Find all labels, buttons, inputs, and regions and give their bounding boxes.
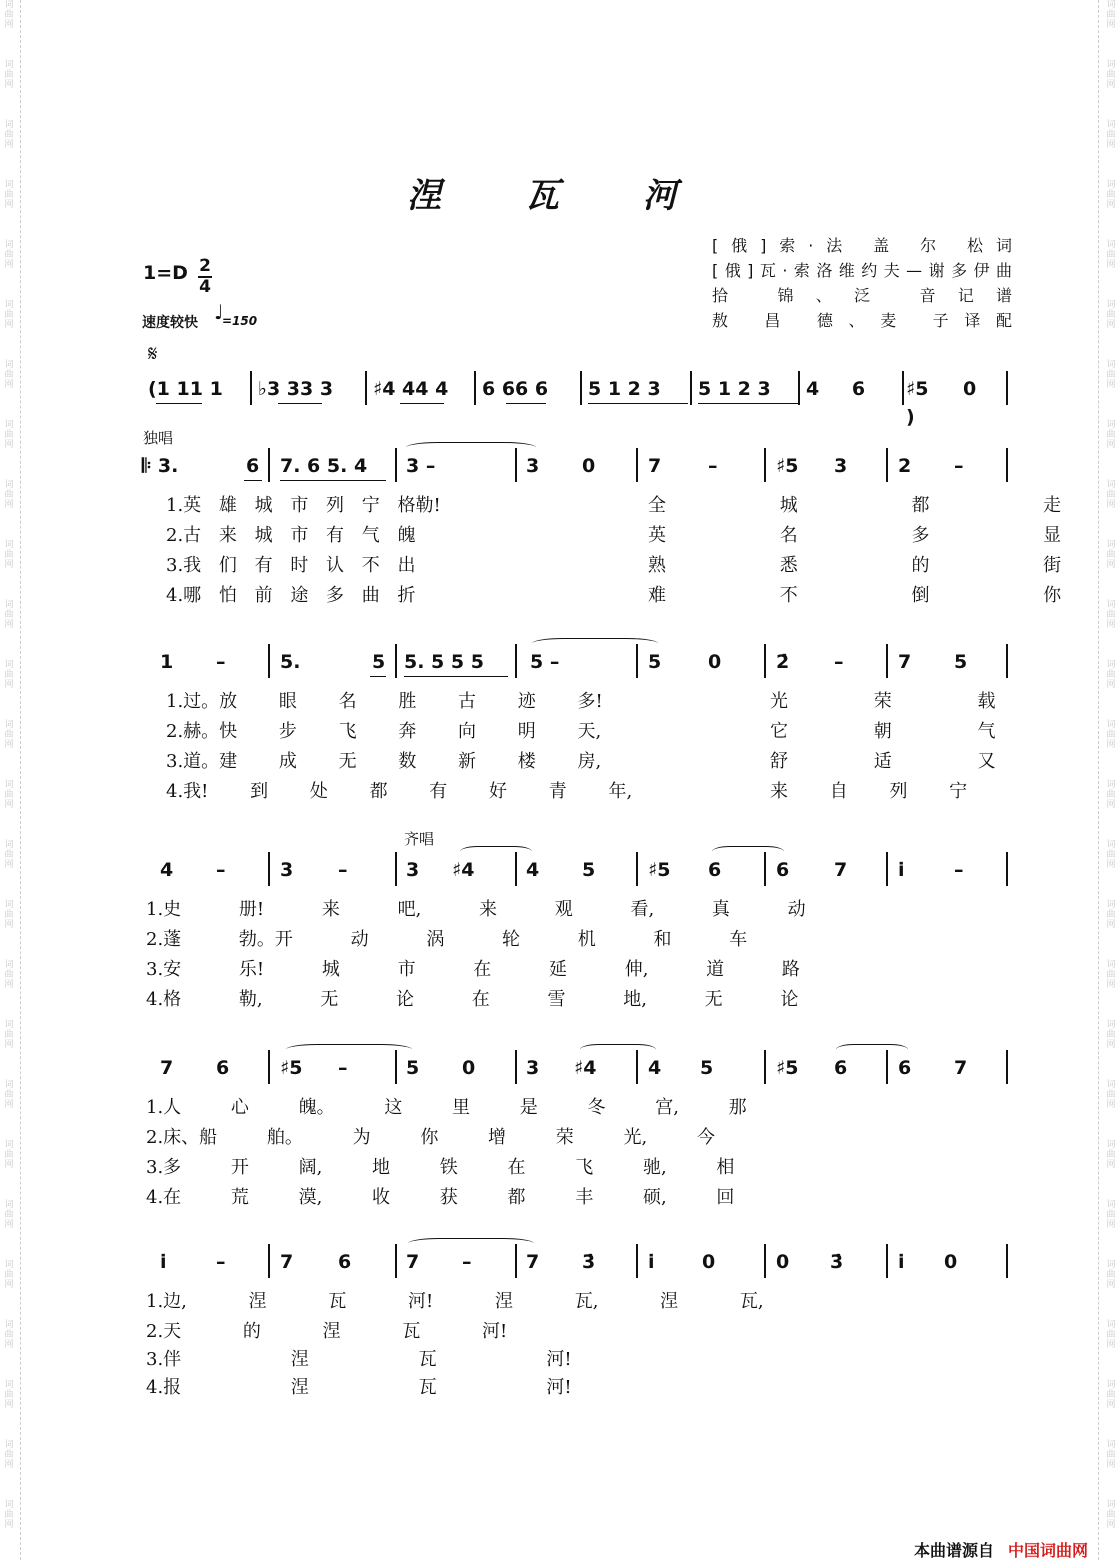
lyric-1-3: 2.古 来 城 市 有 气 魄 [166,525,416,546]
watermark-text: 词曲网 [4,1320,14,1350]
lyric-3-2: 2.蓬 勃。开 动 涡 轮 机 和 车 [146,929,748,950]
solo-label: 独唱 [143,429,174,447]
watermark-text: 词曲网 [1106,180,1116,210]
lyric-4-4: 4.在 荒 漠, 收 获 都 丰 硕, 回 [146,1187,735,1208]
watermark-text: 词曲网 [4,420,14,450]
lyric-1-7: 4.哪 怕 前 途 多 曲 折 [166,585,416,606]
credits [712,233,1012,333]
watermark-text: 词曲网 [4,540,14,570]
intro-row [140,375,1010,428]
key-signature: 1=D [143,262,188,284]
lyric-1-4: 英 名 多 显 [648,525,1062,546]
watermark-text: 词曲网 [4,660,14,690]
melody-row-1: 𝄆 3. 6 7. 6 5. 4 3 – 3 0 7 – ♯5 3 2 – [140,452,1010,488]
watermark-text: 词曲网 [4,840,14,870]
watermark-text: 词曲网 [4,1380,14,1410]
lyric-1-1: 1.英 雄 城 市 列 宁 格勒! [166,495,441,516]
lyric-4-3: 3.多 开 阔, 地 铁 在 飞 驰, 相 [146,1157,735,1178]
quarter-note-icon: ♩ [214,300,224,324]
watermark-text: 词曲网 [1106,1500,1116,1530]
intro-bar-5: 5 1 2 3 [588,378,661,400]
lyric-3-4: 4.格 勒, 无 论 在 雪 地, 无 论 [146,989,799,1010]
lyric-2-3: 2.赫。快 步 飞 奔 向 明 天, [166,721,602,742]
intro-bar-8: ♯5 0 ) [906,378,977,428]
credit-transcriber: 拾 锦、泛 音记谱 [712,286,1012,305]
watermark-text: 词曲网 [1106,360,1116,390]
time-top: 2 [199,256,211,276]
watermark-text: 词曲网 [1106,720,1116,750]
chorus-label: 齐唱 [404,830,435,848]
watermark-text: 词曲网 [1106,1140,1116,1170]
watermark-text: 词曲网 [4,60,14,90]
watermark-text: 词曲网 [1106,900,1116,930]
watermark-text: 词曲网 [4,300,14,330]
song-title: 涅 瓦 河 [407,176,713,216]
watermark-text: 词曲网 [4,1440,14,1470]
intro-bar-4: 6 66 6 [482,378,549,400]
watermark-text: 词曲网 [4,240,14,270]
watermark-text: 词曲网 [4,720,14,750]
segno-icon: 𝄋 [148,342,158,367]
lyric-4-2: 2.床、船 舶。 为 你 增 荣 光, 今 [146,1127,715,1148]
watermark-text: 词曲网 [1106,1320,1116,1350]
lyric-2-4: 它 朝 气 [770,721,996,742]
lyric-3-1: 1.史 册! 来 吧, 来 观 看, 真 动 [146,899,806,920]
lyric-5-1: 1.边, 涅 瓦 河! 涅 瓦, 涅 瓦, [146,1291,764,1312]
intro-bar-1: (1 11 1 [148,378,223,400]
intro-bar-7: 4 6 [806,378,866,400]
watermark-text: 词曲网 [1106,780,1116,810]
watermark-text: 词曲网 [4,0,14,30]
watermark-text: 词曲网 [1106,0,1116,30]
lyric-3-3: 3.安 乐! 城 市 在 延 伸, 道 路 [146,959,800,980]
watermark-text: 词曲网 [1106,60,1116,90]
watermark-text: 词曲网 [1106,1200,1116,1230]
footer-source [914,1538,1088,1561]
lyric-1-8: 难 不 倒 你 [648,585,1062,606]
footer-source-text: 本曲谱源自 [913,1541,994,1560]
credit-composer: [俄]瓦·索洛维约夫—谢多伊曲 [712,261,1012,280]
melody-row-5: i̇ – 7 6 7 – 7 3̇ i̇ 0 0 3̇ i̇ 0 [140,1248,1010,1284]
left-edge [20,0,22,1560]
lyric-2-1: 1.过。放 眼 名 胜 古 迹 多! [166,691,603,712]
watermark-text: 词曲网 [1106,660,1116,690]
lyric-2-2: 光 荣 载 [770,691,996,712]
watermark-text: 词曲网 [4,1260,14,1290]
footer-site-link[interactable]: 中国词曲网 [1007,1541,1088,1560]
watermark-text: 词曲网 [4,1200,14,1230]
watermark-text: 词曲网 [1106,480,1116,510]
watermark-text: 词曲网 [4,900,14,930]
watermark-text: 词曲网 [4,960,14,990]
lyric-4-1: 1.人 心 魄。 这 里 是 冬 宫, 那 [146,1097,747,1118]
watermark-text: 词曲网 [1106,1440,1116,1470]
lyric-2-8: 来 自 列 宁 [770,781,968,802]
tempo-value: =150 [222,314,258,328]
watermark-text: 词曲网 [1106,420,1116,450]
right-edge [1098,0,1100,1560]
watermark-right [1104,0,1118,1560]
watermark-text: 词曲网 [4,1020,14,1050]
watermark-text: 词曲网 [1106,540,1116,570]
watermark-text: 词曲网 [1106,1260,1116,1290]
watermark-text: 词曲网 [4,1080,14,1110]
time-bottom: 4 [199,277,211,297]
melody-row-4: 7 6 ♯5 – 5 0 3 ♯4 4 5 ♯5 6 6 7 [140,1054,1010,1090]
watermark-text: 词曲网 [1106,1080,1116,1110]
lyric-1-2: 全 城 都 走 [648,495,1062,516]
intro-bar-3: ♯4 44 4 [373,378,449,400]
melody-row-2: 1 – 5. 5 5. 5 5 5 5 – 5 0 2̇ – 7 5 [140,648,1010,684]
lyric-5-4: 4.报 涅 瓦 河! [146,1377,572,1398]
lyric-2-5: 3.道。建 成 无 数 新 楼 房, [166,751,602,772]
watermark-text: 词曲网 [4,360,14,390]
watermark-text: 词曲网 [1106,240,1116,270]
tempo-marking: 速度较快 [142,315,198,331]
watermark-text: 词曲网 [1106,840,1116,870]
watermark-text: 词曲网 [1106,960,1116,990]
watermark-text: 词曲网 [4,480,14,510]
watermark-text: 词曲网 [1106,300,1116,330]
credit-lyricist: [俄]索·法 盖 尔 松词 [712,236,1012,255]
watermark-text: 词曲网 [4,600,14,630]
intro-bar-6: 5 1 2 3 [698,378,771,400]
credit-translator: 敖 昌 德、麦 子译配 [712,311,1012,330]
watermark-left [2,0,16,1560]
watermark-text: 词曲网 [1106,600,1116,630]
lyric-1-5: 3.我 们 有 时 认 不 出 [166,555,416,576]
lyric-2-6: 舒 适 又 [770,751,996,772]
watermark-text: 词曲网 [4,120,14,150]
watermark-text: 词曲网 [4,1500,14,1530]
watermark-text: 词曲网 [1106,120,1116,150]
watermark-text: 词曲网 [1106,1380,1116,1410]
melody-row-3: 4 – 3 – 3 ♯4 4 5 ♯5 6 6 7 i̇ – [140,856,1010,892]
time-signature [198,258,212,296]
watermark-text: 词曲网 [4,780,14,810]
intro-bar-2: ♭3 33 3 [258,378,334,400]
lyric-1-6: 熟 悉 的 街 [648,555,1062,576]
watermark-text: 词曲网 [1106,1020,1116,1050]
lyric-5-3: 3.伴 涅 瓦 河! [146,1349,572,1370]
watermark-text: 词曲网 [4,180,14,210]
lyric-2-7: 4.我! 到 处 都 有 好 青 年, [166,781,633,802]
lyric-5-2: 2.天 的 涅 瓦 河! [146,1321,508,1342]
watermark-text: 词曲网 [4,1140,14,1170]
